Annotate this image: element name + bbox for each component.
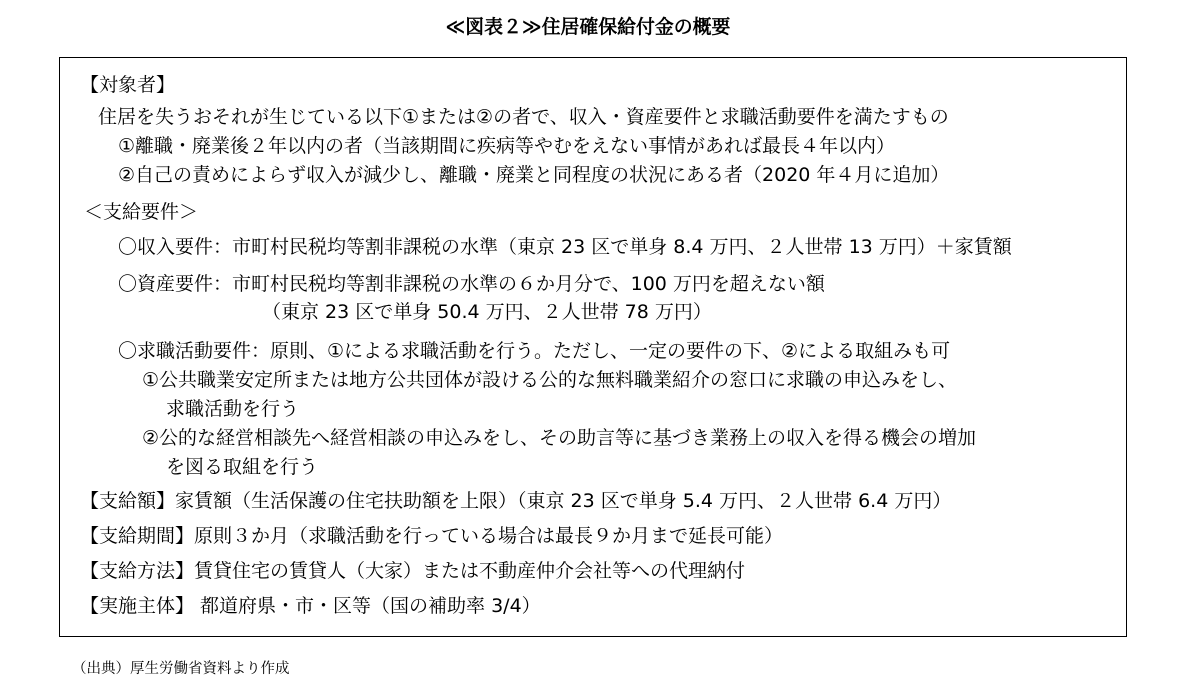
asset-requirement: 〇資産要件：市町村民税均等割非課税の水準の６か月分で、100 万円を超えない額 <box>118 273 825 295</box>
job-search-item-1-cont: 求職活動を行う <box>166 398 300 420</box>
payment-method: 【支給方法】賃貸住宅の賃貸人（大家）または不動産仲介会社等への代理納付 <box>80 560 746 582</box>
income-requirement: 〇収入要件：市町村民税均等割非課税の水準（東京 23 区で単身 8.4 万円、２人世帯 13 万円）＋家賃額 <box>118 236 1012 258</box>
target-description: 住居を失うおそれが生じている以下①または②の者で、収入・資産要件と求職活動要件を満たすもの <box>98 106 949 128</box>
figure-title: ≪図表２≫住居確保給付金の概要 <box>445 16 731 38</box>
target-item-2: ②自己の責めによらず収入が減少し、離職・廃業と同程度の状況にある者（2020 年４月に追加） <box>118 164 950 186</box>
job-search-item-1: ①公共職業安定所または地方公共団体が設ける公的な無料職業紹介の窓口に求職の申込みをし、 <box>142 369 958 391</box>
job-search-item-2-cont: を図る取組を行う <box>166 456 319 478</box>
heading-target: 【対象者】 <box>80 74 176 96</box>
source-note: （出典）厚生労働省資料より作成 <box>72 661 290 677</box>
asset-requirement-detail: （東京 23 区で単身 50.4 万円、２人世帯 78 万円） <box>262 301 712 323</box>
implementing-body: 【実施主体】 都道府県・市・区等（国の補助率 3/4） <box>80 595 541 617</box>
job-search-requirement: 〇求職活動要件：原則、①による求職活動を行う。ただし、一定の要件の下、②による取組みも可 <box>118 340 951 362</box>
benefit-amount: 【支給額】家賃額（生活保護の住宅扶助額を上限）（東京 23 区で単身 5.4 万円、２人世帯 6.4 万円） <box>80 490 952 512</box>
heading-requirements: ＜支給要件＞ <box>84 201 199 223</box>
target-item-1: ①離職・廃業後２年以内の者（当該期間に疾病等やむをえない事情があれば最長４年以内） <box>118 135 896 157</box>
benefit-period: 【支給期間】原則３か月（求職活動を行っている場合は最長９か月まで延長可能） <box>80 525 784 547</box>
job-search-item-2: ②公的な経営相談先へ経営相談の申込みをし、その助言等に基づき業務上の収入を得る機会の増加 <box>142 427 977 449</box>
